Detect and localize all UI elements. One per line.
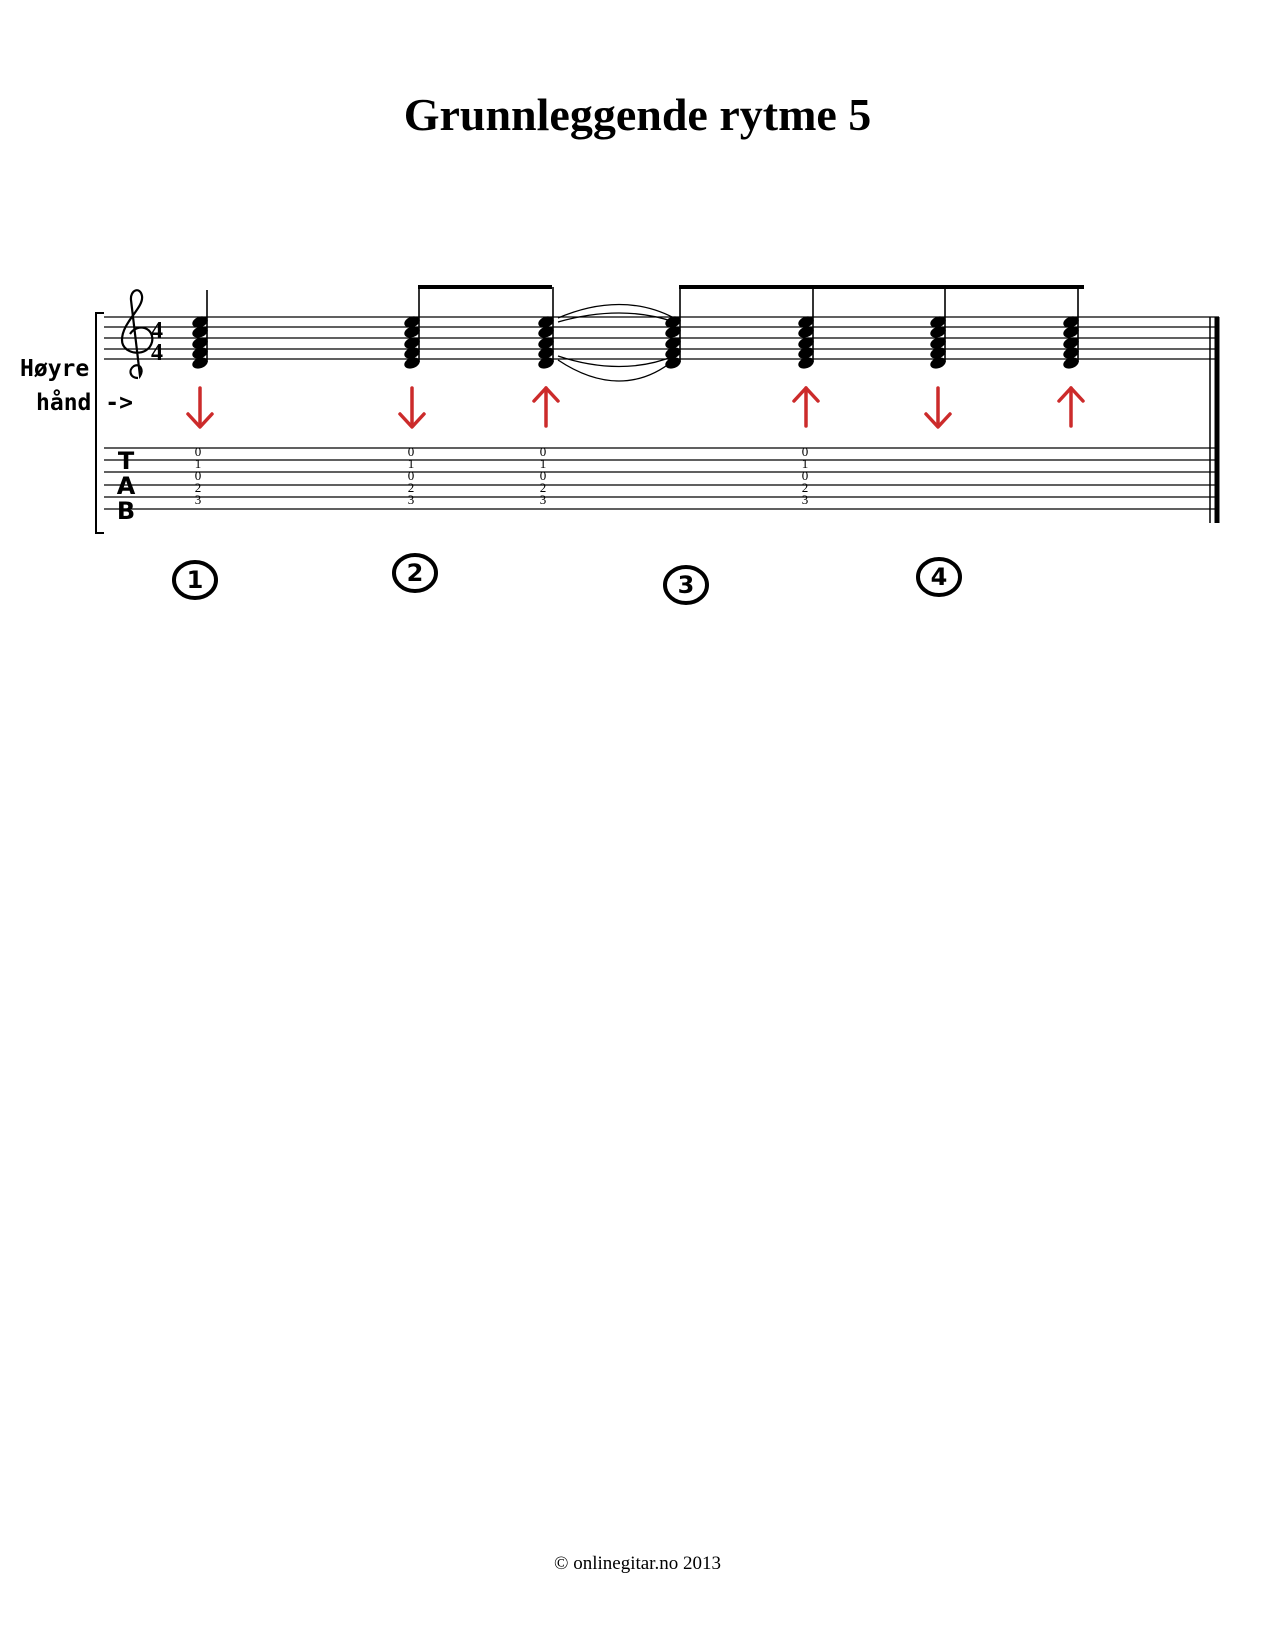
music-staff <box>104 317 1219 359</box>
tab-number: 1 <box>194 456 202 471</box>
strum-up-icon <box>534 388 558 426</box>
tab-number: 1 <box>539 456 547 471</box>
strum-up-icon <box>794 388 818 426</box>
tab-number: 1 <box>801 456 809 471</box>
tab-number: 2 <box>407 480 415 495</box>
chord-5 <box>797 287 816 371</box>
tab-number: 2 <box>539 480 547 495</box>
svg-text:3: 3 <box>677 571 695 599</box>
tab-number: 3 <box>194 492 202 507</box>
chord-4 <box>664 287 683 371</box>
chord-2 <box>403 287 422 371</box>
final-barline <box>1210 317 1217 523</box>
tab-number: 0 <box>407 444 415 459</box>
copyright-footer: © onlinegitar.no 2013 <box>554 1553 721 1574</box>
rhythm-score <box>0 0 1275 620</box>
time-signature-top: 4 <box>151 318 163 344</box>
page-title: Grunnleggende rytme 5 <box>403 89 872 140</box>
chord-group <box>191 287 1081 371</box>
chord-6 <box>929 287 948 371</box>
beat-count-3 <box>665 567 707 603</box>
strum-up-icon <box>1059 388 1083 426</box>
treble-clef-icon <box>122 290 152 378</box>
strum-down-icon <box>188 388 212 427</box>
chord-7 <box>1062 287 1081 371</box>
tab-clef-t: T <box>117 447 135 475</box>
tab-staff <box>104 448 1219 509</box>
strum-down-icon <box>400 388 424 427</box>
tab-number: 1 <box>407 456 415 471</box>
tab-number: 0 <box>539 468 547 483</box>
hand-label-line1: Høyre <box>20 356 90 382</box>
time-signature-bottom: 4 <box>151 340 163 366</box>
beat-count-4 <box>918 559 960 595</box>
beat-counts <box>174 555 960 603</box>
tab-number: 2 <box>194 480 202 495</box>
svg-text:4: 4 <box>930 563 948 591</box>
tab-number: 0 <box>539 444 547 459</box>
tab-number: 0 <box>194 444 202 459</box>
tab-number: 0 <box>194 468 202 483</box>
tab-number: 3 <box>407 492 415 507</box>
tie-marks <box>558 305 674 382</box>
svg-text:1: 1 <box>186 566 204 594</box>
chord-3 <box>537 287 556 371</box>
tab-number: 0 <box>801 468 809 483</box>
svg-text:2: 2 <box>406 559 424 587</box>
tab-number: 2 <box>801 480 809 495</box>
beat-count-1 <box>174 562 216 598</box>
tab-number: 0 <box>801 444 809 459</box>
strum-down-icon <box>926 388 950 427</box>
beat-count-2 <box>394 555 436 591</box>
tab-number: 3 <box>539 492 547 507</box>
tab-clef-a: A <box>116 472 136 500</box>
system-bracket <box>96 313 104 533</box>
strum-arrows <box>188 388 1083 427</box>
tab-number: 0 <box>407 468 415 483</box>
hand-label-line2: hånd -> <box>36 390 133 416</box>
tab-clef-b: B <box>116 497 136 525</box>
tab-number: 3 <box>801 492 809 507</box>
